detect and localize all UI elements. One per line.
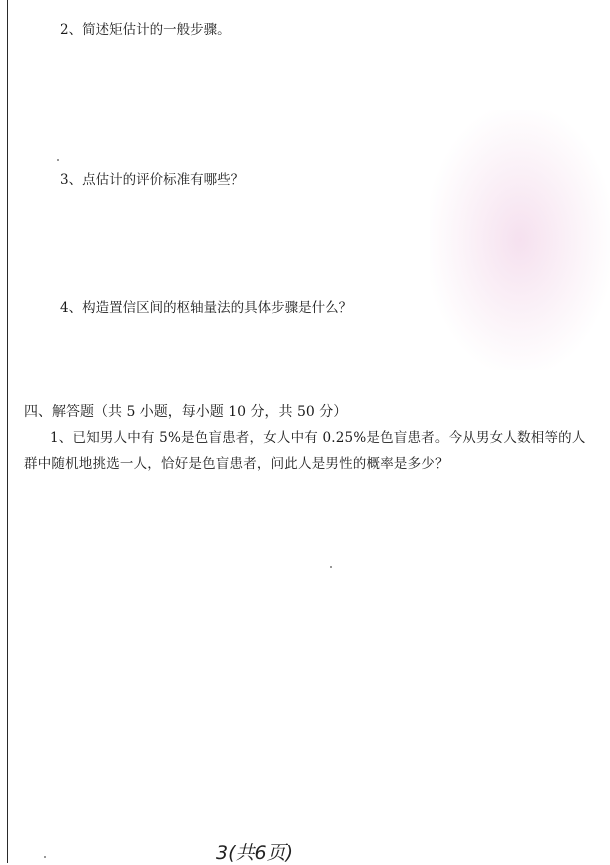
scan-speck	[44, 856, 46, 858]
scan-speck	[330, 566, 332, 568]
question-4: 4、构造置信区间的枢轴量法的具体步骤是什么？	[60, 300, 353, 316]
scan-background-tint	[430, 110, 610, 370]
problem-1-line-1: 1、已知男人中有 5%是色盲患者，女人中有 0.25%是色盲患者。今从男女人数相等的人	[50, 430, 586, 446]
section-4-heading: 四、解答题（共 5 小题，每小题 10 分，共 50 分）	[24, 404, 348, 420]
handwritten-page-number: 3(共6页)	[216, 842, 294, 864]
problem-1-line-2: 群中随机地挑选一人，恰好是色盲患者，问此人是男性的概率是多少？	[24, 456, 449, 472]
scan-speck	[57, 159, 59, 161]
question-3: 3、点估计的评价标准有哪些？	[60, 172, 245, 188]
question-2: 2、简述矩估计的一般步骤。	[60, 22, 231, 38]
page-border-line	[0, 0, 8, 863]
